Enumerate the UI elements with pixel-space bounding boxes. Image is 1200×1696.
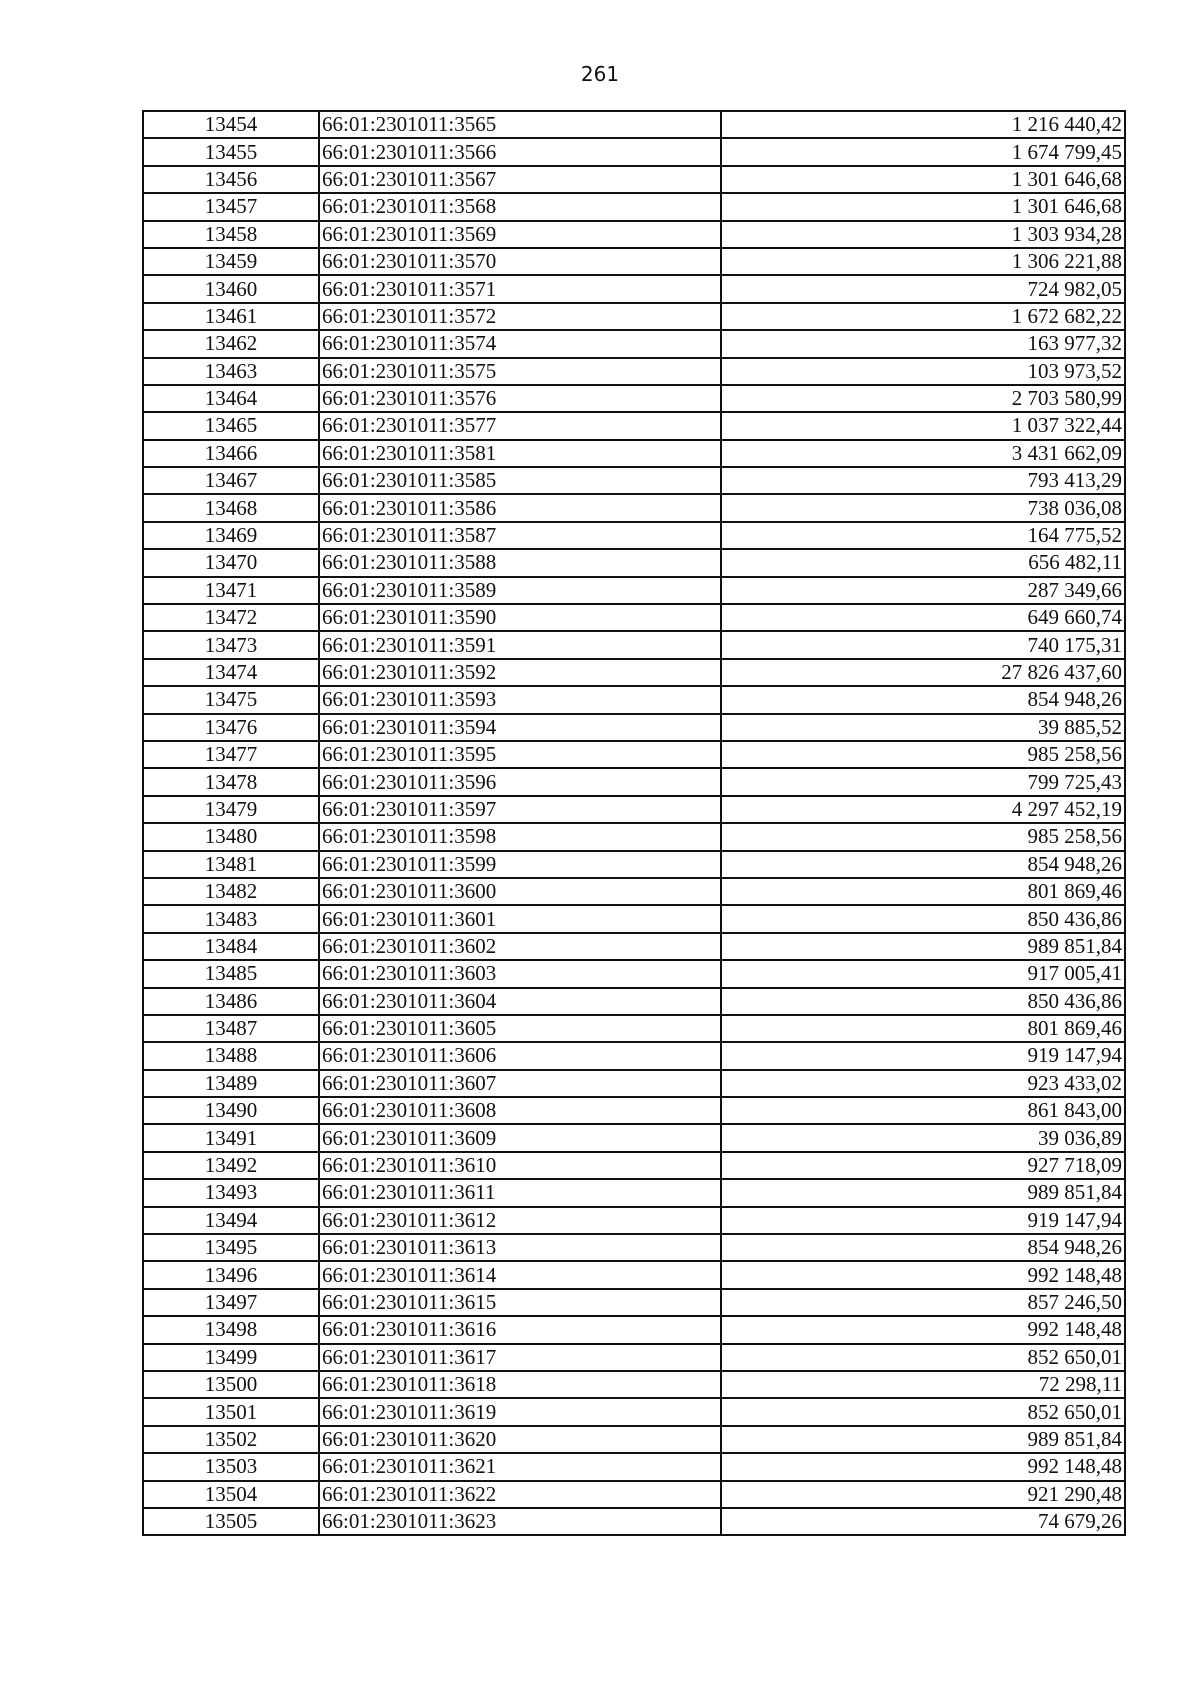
cadastral-number-cell: 66:01:2301011:3594 xyxy=(319,714,721,741)
page-number: 261 xyxy=(580,62,620,86)
cadastral-value-cell: 724 982,05 xyxy=(721,275,1125,302)
row-number-cell: 13488 xyxy=(143,1042,319,1069)
table-row xyxy=(143,960,1125,987)
table-row xyxy=(143,275,1125,302)
cadastral-number-cell: 66:01:2301011:3607 xyxy=(319,1070,721,1097)
cadastral-number-cell: 66:01:2301011:3575 xyxy=(319,358,721,385)
cadastral-value-cell: 992 148,48 xyxy=(721,1453,1125,1480)
table-row xyxy=(143,631,1125,658)
cadastral-number-cell: 66:01:2301011:3581 xyxy=(319,440,721,467)
cadastral-value-cell: 985 258,56 xyxy=(721,823,1125,850)
cadastral-number-cell: 66:01:2301011:3609 xyxy=(319,1124,721,1151)
table-row xyxy=(143,522,1125,549)
row-number-cell: 13503 xyxy=(143,1453,319,1480)
row-number-cell: 13505 xyxy=(143,1508,319,1535)
cadastral-value-cell: 4 297 452,19 xyxy=(721,796,1125,823)
row-number-cell: 13495 xyxy=(143,1234,319,1261)
cadastral-value-cell: 1 303 934,28 xyxy=(721,221,1125,248)
row-number-cell: 13462 xyxy=(143,330,319,357)
cadastral-number-cell: 66:01:2301011:3586 xyxy=(319,494,721,521)
cadastral-value-cell: 3 431 662,09 xyxy=(721,440,1125,467)
row-number-cell: 13493 xyxy=(143,1179,319,1206)
cadastral-value-cell: 27 826 437,60 xyxy=(721,659,1125,686)
cadastral-value-cell: 854 948,26 xyxy=(721,686,1125,713)
cadastral-value-cell: 39 885,52 xyxy=(721,714,1125,741)
row-number-cell: 13469 xyxy=(143,522,319,549)
cadastral-number-cell: 66:01:2301011:3614 xyxy=(319,1261,721,1288)
cadastral-value-cell: 2 703 580,99 xyxy=(721,385,1125,412)
row-number-cell: 13501 xyxy=(143,1398,319,1425)
cadastral-number-cell: 66:01:2301011:3596 xyxy=(319,768,721,795)
row-number-cell: 13480 xyxy=(143,823,319,850)
cadastral-value-cell: 852 650,01 xyxy=(721,1398,1125,1425)
table-row xyxy=(143,878,1125,905)
cadastral-number-cell: 66:01:2301011:3618 xyxy=(319,1371,721,1398)
row-number-cell: 13471 xyxy=(143,577,319,604)
table-row xyxy=(143,604,1125,631)
table-row xyxy=(143,686,1125,713)
cadastral-number-cell: 66:01:2301011:3620 xyxy=(319,1426,721,1453)
cadastral-number-cell: 66:01:2301011:3600 xyxy=(319,878,721,905)
table-row xyxy=(143,714,1125,741)
row-number-cell: 13504 xyxy=(143,1481,319,1508)
cadastral-number-cell: 66:01:2301011:3577 xyxy=(319,412,721,439)
row-number-cell: 13491 xyxy=(143,1124,319,1151)
cadastral-number-cell: 66:01:2301011:3619 xyxy=(319,1398,721,1425)
cadastral-value-cell: 857 246,50 xyxy=(721,1289,1125,1316)
cadastral-value-cell: 1 674 799,45 xyxy=(721,138,1125,165)
cadastral-number-cell: 66:01:2301011:3567 xyxy=(319,166,721,193)
row-number-cell: 13482 xyxy=(143,878,319,905)
row-number-cell: 13461 xyxy=(143,303,319,330)
cadastral-number-cell: 66:01:2301011:3621 xyxy=(319,1453,721,1480)
row-number-cell: 13502 xyxy=(143,1426,319,1453)
cadastral-number-cell: 66:01:2301011:3604 xyxy=(319,988,721,1015)
table-body xyxy=(143,111,1125,1535)
cadastral-value-cell: 1 301 646,68 xyxy=(721,193,1125,220)
table-row xyxy=(143,193,1125,220)
cadastral-value-cell: 921 290,48 xyxy=(721,1481,1125,1508)
cadastral-value-cell: 992 148,48 xyxy=(721,1261,1125,1288)
row-number-cell: 13473 xyxy=(143,631,319,658)
cadastral-number-cell: 66:01:2301011:3601 xyxy=(319,905,721,932)
cadastral-value-cell: 917 005,41 xyxy=(721,960,1125,987)
table-row xyxy=(143,741,1125,768)
cadastral-value-cell: 850 436,86 xyxy=(721,905,1125,932)
table-row xyxy=(143,659,1125,686)
table-row xyxy=(143,248,1125,275)
row-number-cell: 13457 xyxy=(143,193,319,220)
cadastral-value-cell: 923 433,02 xyxy=(721,1070,1125,1097)
table-row xyxy=(143,1042,1125,1069)
cadastral-number-cell: 66:01:2301011:3591 xyxy=(319,631,721,658)
row-number-cell: 13458 xyxy=(143,221,319,248)
cadastral-number-cell: 66:01:2301011:3595 xyxy=(319,741,721,768)
row-number-cell: 13486 xyxy=(143,988,319,1015)
table-row xyxy=(143,1097,1125,1124)
row-number-cell: 13498 xyxy=(143,1316,319,1343)
cadastral-number-cell: 66:01:2301011:3616 xyxy=(319,1316,721,1343)
cadastral-value-cell: 72 298,11 xyxy=(721,1371,1125,1398)
row-number-cell: 13500 xyxy=(143,1371,319,1398)
row-number-cell: 13477 xyxy=(143,741,319,768)
cadastral-number-cell: 66:01:2301011:3603 xyxy=(319,960,721,987)
row-number-cell: 13496 xyxy=(143,1261,319,1288)
table-row xyxy=(143,823,1125,850)
table-row xyxy=(143,1179,1125,1206)
cadastral-number-cell: 66:01:2301011:3588 xyxy=(319,549,721,576)
table-row xyxy=(143,905,1125,932)
cadastral-value-cell: 801 869,46 xyxy=(721,1015,1125,1042)
row-number-cell: 13454 xyxy=(143,111,319,138)
row-number-cell: 13464 xyxy=(143,385,319,412)
cadastral-value-cell: 39 036,89 xyxy=(721,1124,1125,1151)
table-row xyxy=(143,385,1125,412)
cadastral-number-cell: 66:01:2301011:3587 xyxy=(319,522,721,549)
row-number-cell: 13481 xyxy=(143,851,319,878)
cadastral-number-cell: 66:01:2301011:3592 xyxy=(319,659,721,686)
cadastral-number-cell: 66:01:2301011:3590 xyxy=(319,604,721,631)
cadastral-number-cell: 66:01:2301011:3589 xyxy=(319,577,721,604)
table-row xyxy=(143,330,1125,357)
cadastral-value-cell: 989 851,84 xyxy=(721,1179,1125,1206)
cadastral-value-cell: 74 679,26 xyxy=(721,1508,1125,1535)
table-row xyxy=(143,577,1125,604)
cadastral-value-cell: 1 037 322,44 xyxy=(721,412,1125,439)
table-row xyxy=(143,467,1125,494)
cadastral-value-cell: 738 036,08 xyxy=(721,494,1125,521)
row-number-cell: 13479 xyxy=(143,796,319,823)
cadastral-value-cell: 793 413,29 xyxy=(721,467,1125,494)
cadastral-value-cell: 919 147,94 xyxy=(721,1042,1125,1069)
cadastral-value-cell: 927 718,09 xyxy=(721,1152,1125,1179)
cadastral-value-cell: 164 775,52 xyxy=(721,522,1125,549)
row-number-cell: 13475 xyxy=(143,686,319,713)
row-number-cell: 13497 xyxy=(143,1289,319,1316)
table-row xyxy=(143,138,1125,165)
cadastral-value-cell: 861 843,00 xyxy=(721,1097,1125,1124)
table-row xyxy=(143,1508,1125,1535)
table-row xyxy=(143,412,1125,439)
row-number-cell: 13459 xyxy=(143,248,319,275)
table-row xyxy=(143,166,1125,193)
cadastral-number-cell: 66:01:2301011:3593 xyxy=(319,686,721,713)
cadastral-number-cell: 66:01:2301011:3566 xyxy=(319,138,721,165)
cadastral-value-cell: 992 148,48 xyxy=(721,1316,1125,1343)
cadastral-number-cell: 66:01:2301011:3572 xyxy=(319,303,721,330)
cadastral-value-cell: 1 301 646,68 xyxy=(721,166,1125,193)
cadastral-number-cell: 66:01:2301011:3615 xyxy=(319,1289,721,1316)
table-row xyxy=(143,1344,1125,1371)
row-number-cell: 13476 xyxy=(143,714,319,741)
cadastral-number-cell: 66:01:2301011:3565 xyxy=(319,111,721,138)
cadastral-value-cell: 656 482,11 xyxy=(721,549,1125,576)
cadastral-number-cell: 66:01:2301011:3610 xyxy=(319,1152,721,1179)
cadastral-value-cell: 854 948,26 xyxy=(721,1234,1125,1261)
cadastral-value-cell: 854 948,26 xyxy=(721,851,1125,878)
row-number-cell: 13484 xyxy=(143,933,319,960)
cadastral-number-cell: 66:01:2301011:3569 xyxy=(319,221,721,248)
cadastral-value-cell: 850 436,86 xyxy=(721,988,1125,1015)
row-number-cell: 13472 xyxy=(143,604,319,631)
table-row xyxy=(143,988,1125,1015)
cadastral-value-cell: 649 660,74 xyxy=(721,604,1125,631)
row-number-cell: 13490 xyxy=(143,1097,319,1124)
table-row xyxy=(143,851,1125,878)
row-number-cell: 13478 xyxy=(143,768,319,795)
row-number-cell: 13492 xyxy=(143,1152,319,1179)
row-number-cell: 13466 xyxy=(143,440,319,467)
cadastral-value-cell: 1 672 682,22 xyxy=(721,303,1125,330)
cadastral-value-cell: 801 869,46 xyxy=(721,878,1125,905)
row-number-cell: 13494 xyxy=(143,1207,319,1234)
cadastral-value-cell: 163 977,32 xyxy=(721,330,1125,357)
table-row xyxy=(143,1124,1125,1151)
table-row xyxy=(143,358,1125,385)
cadastral-number-cell: 66:01:2301011:3599 xyxy=(319,851,721,878)
cadastral-value-cell: 799 725,43 xyxy=(721,768,1125,795)
row-number-cell: 13489 xyxy=(143,1070,319,1097)
cadastral-number-cell: 66:01:2301011:3571 xyxy=(319,275,721,302)
cadastral-value-cell: 919 147,94 xyxy=(721,1207,1125,1234)
table-row xyxy=(143,1316,1125,1343)
table-row xyxy=(143,494,1125,521)
cadastral-value-cell: 1 306 221,88 xyxy=(721,248,1125,275)
cadastral-number-cell: 66:01:2301011:3612 xyxy=(319,1207,721,1234)
row-number-cell: 13483 xyxy=(143,905,319,932)
cadastral-value-cell: 985 258,56 xyxy=(721,741,1125,768)
cadastral-number-cell: 66:01:2301011:3576 xyxy=(319,385,721,412)
cadastral-number-cell: 66:01:2301011:3613 xyxy=(319,1234,721,1261)
row-number-cell: 13470 xyxy=(143,549,319,576)
table-row xyxy=(143,768,1125,795)
row-number-cell: 13456 xyxy=(143,166,319,193)
cadastral-value-cell: 1 216 440,42 xyxy=(721,111,1125,138)
cadastral-value-cell: 740 175,31 xyxy=(721,631,1125,658)
cadastral-number-cell: 66:01:2301011:3568 xyxy=(319,193,721,220)
cadastral-number-cell: 66:01:2301011:3605 xyxy=(319,1015,721,1042)
row-number-cell: 13468 xyxy=(143,494,319,521)
table-row xyxy=(143,1398,1125,1425)
table-row xyxy=(143,1371,1125,1398)
table-row xyxy=(143,1207,1125,1234)
table-row xyxy=(143,549,1125,576)
table-row xyxy=(143,221,1125,248)
table-row xyxy=(143,1015,1125,1042)
cadastral-value-cell: 103 973,52 xyxy=(721,358,1125,385)
table-row xyxy=(143,1152,1125,1179)
table-row xyxy=(143,933,1125,960)
cadastral-number-cell: 66:01:2301011:3623 xyxy=(319,1508,721,1535)
row-number-cell: 13465 xyxy=(143,412,319,439)
row-number-cell: 13467 xyxy=(143,467,319,494)
row-number-cell: 13455 xyxy=(143,138,319,165)
row-number-cell: 13485 xyxy=(143,960,319,987)
table-row xyxy=(143,1426,1125,1453)
cadastral-number-cell: 66:01:2301011:3602 xyxy=(319,933,721,960)
cadastral-value-cell: 287 349,66 xyxy=(721,577,1125,604)
cadastral-number-cell: 66:01:2301011:3597 xyxy=(319,796,721,823)
cadastral-number-cell: 66:01:2301011:3611 xyxy=(319,1179,721,1206)
cadastral-number-cell: 66:01:2301011:3622 xyxy=(319,1481,721,1508)
table-row xyxy=(143,796,1125,823)
table-row xyxy=(143,1481,1125,1508)
cadastral-number-cell: 66:01:2301011:3570 xyxy=(319,248,721,275)
row-number-cell: 13487 xyxy=(143,1015,319,1042)
cadastral-number-cell: 66:01:2301011:3585 xyxy=(319,467,721,494)
cadastral-value-cell: 989 851,84 xyxy=(721,1426,1125,1453)
cadastral-number-cell: 66:01:2301011:3606 xyxy=(319,1042,721,1069)
cadastral-value-cell: 989 851,84 xyxy=(721,933,1125,960)
cadastral-value-cell: 852 650,01 xyxy=(721,1344,1125,1371)
table-row xyxy=(143,1261,1125,1288)
cadastral-number-cell: 66:01:2301011:3608 xyxy=(319,1097,721,1124)
row-number-cell: 13460 xyxy=(143,275,319,302)
cadastral-number-cell: 66:01:2301011:3574 xyxy=(319,330,721,357)
table-row xyxy=(143,303,1125,330)
table-row xyxy=(143,1453,1125,1480)
cadastral-value-table xyxy=(142,110,1126,1536)
table-row xyxy=(143,440,1125,467)
table-row xyxy=(143,1234,1125,1261)
row-number-cell: 13463 xyxy=(143,358,319,385)
row-number-cell: 13474 xyxy=(143,659,319,686)
table-row xyxy=(143,1289,1125,1316)
cadastral-number-cell: 66:01:2301011:3598 xyxy=(319,823,721,850)
cadastral-number-cell: 66:01:2301011:3617 xyxy=(319,1344,721,1371)
table-row xyxy=(143,1070,1125,1097)
table-row xyxy=(143,111,1125,138)
row-number-cell: 13499 xyxy=(143,1344,319,1371)
